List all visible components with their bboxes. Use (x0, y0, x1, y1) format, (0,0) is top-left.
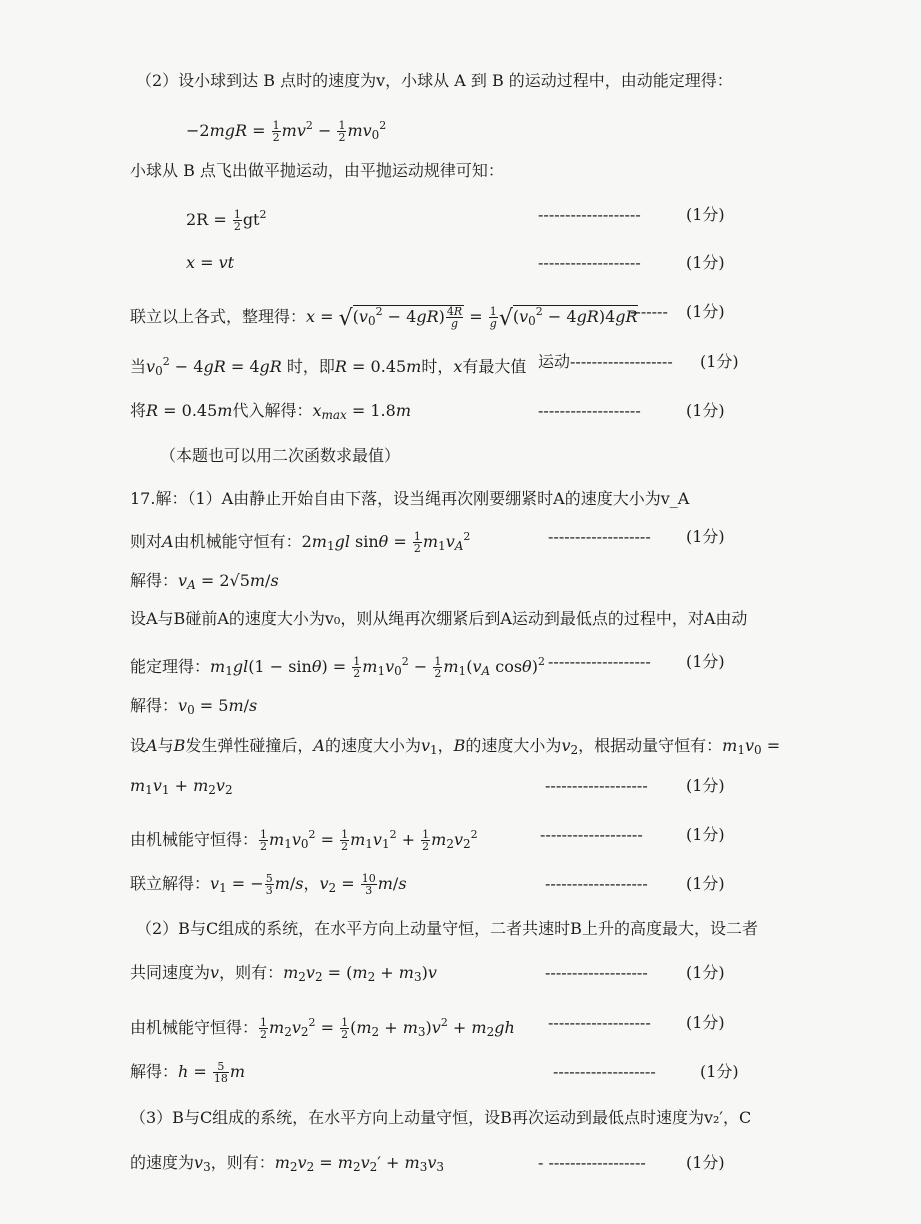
line-q17-intro (0, 484, 921, 514)
equation-horizontal-distance: x = vt ------------------- (1分) (0, 248, 921, 278)
leader-dashes: ------------------- (553, 1062, 656, 1081)
equation-momentum-conservation: m1v1 + m2v2 ------------------- (1分) (0, 771, 921, 801)
text-part2-bc-system: （2）B与C组成的系统，在水平方向上动量守恒，二者共速时B上升的高度最大，设二者 (136, 919, 758, 938)
line-part2-bc-system (0, 914, 921, 944)
leader-dashes: ------------------- (548, 527, 651, 546)
leader-dashes: ------- (630, 302, 668, 321)
leader-dashes: ------------------- (545, 776, 648, 795)
line-note-quadratic (0, 441, 921, 471)
score-label: (1分) (686, 963, 725, 982)
equation-energy-conservation-a: 则对A由机械能守恒有：2m1gl sinθ = $\frac{1}{2}$ $m1vA^2$ ------------------- (1分) (0, 522, 921, 552)
equation-momentum-lowest-point: 的速度为v3，则有：m2v2 = m2v2′ + m3v3 - ------------------ (1分) (0, 1148, 921, 1178)
equation-max-result: 将R = 0.45m代入解得：xmax = 1.8m ------------------- (1分) (0, 396, 921, 426)
equation-energy-height: 由机械能守恒得： $\frac{1}{2}$ $m2v2^2$ = $\frac{1}{2}$ $(m2 + m3)v^2 + m2gh$ ------------------- (1分) (0, 1008, 921, 1038)
leader-dashes: ------------------- (548, 652, 651, 671)
text-q17-intro: 17.解：（1）A由静止开始自由下落，设当绳再次刚要绷紧时A的速度大小为v_A (130, 489, 690, 508)
text-part2-intro: （2）设小球到达 B 点时的速度为v，小球从 A 到 B 的运动过程中，由动能定理得： (136, 71, 733, 90)
score-label: (1分) (686, 253, 725, 272)
text-note-quadratic: （本题也可以用二次函数求最值） (160, 446, 401, 465)
text-collision-setup: 设A与B碰前A的速度大小为v₀，则从绳再次绷紧后到A运动到最低点的过程中，对A由动 (130, 609, 748, 628)
score-label: (1分) (686, 874, 725, 893)
score-label: (1分) (686, 302, 725, 321)
text-part3-bc-system: （3）B与C组成的系统，在水平方向上动量守恒，设B再次运动到最低点时速度为v₂′，C (130, 1108, 752, 1127)
score-label: (1分) (686, 1153, 725, 1172)
equation-kinetic-energy: −2mgR = $\frac{1}{2}$ $mv^2$ − $\frac{1}{2}$ $mv0^2$ (186, 119, 387, 144)
score-label: (1分) (686, 1013, 725, 1032)
score-label: (1分) (686, 527, 725, 546)
equation-max-condition: 当$v0^2 - 4gR = 4gR$ 时，即R = 0.45m时，x有最大值 运动------------------- (1分) (0, 347, 921, 377)
line-elastic-collision: 设A与B发生弹性碰撞后，A的速度大小为v1，B的速度大小为v2，根据动量守恒有：m1v0 = (130, 736, 781, 757)
line-part2-intro (0, 66, 921, 96)
leader-dashes: ------------------- (538, 253, 641, 272)
leader-dashes: ------------------- (538, 205, 641, 224)
equation-work-energy-a: 能定理得：m1gl(1 − sinθ) = $\frac{1}{2}$ $m1v0^2$ − $\frac{1}{2}$ m1(vA cosθ)$^2$ ------------------- (1分) (0, 647, 921, 677)
equation-v1-v2-result: 联立解得：v1 = − $\frac{5}{3}$ m/s，v2 = $\frac{10}{3}$ m/s ------------------- (1分) (0, 869, 921, 899)
line-collision-setup (0, 604, 921, 634)
score-label: (1分) (686, 825, 725, 844)
leader-dashes: ------------------- (545, 963, 648, 982)
equation-combined-x: 联立以上各式，整理得：$x = √(v0^2 - 4gR)$ $\frac{4R}{g}$ = $\frac{1}{g}$ $√(v0^2 - 4gR)4gR$ ------- (1分) (0, 297, 921, 327)
equation-common-velocity: 共同速度为v，则有：m2v2 = (m2 + m3)v ------------------- (1分) (0, 958, 921, 988)
score-label: (1分) (686, 205, 725, 224)
line-part3-bc-system (0, 1103, 921, 1133)
score-label: (1分) (686, 401, 725, 420)
leader-dashes: ------------------- (545, 874, 648, 893)
equation-height-result: 解得：h = $\frac{5}{18}$ m ------------------- (1分) (0, 1057, 921, 1087)
score-label: (1分) (700, 1062, 739, 1081)
equation-fall-height: 2R = $\frac{1}{2}$ $gt^2$ ------------------- (1分) (0, 200, 921, 230)
line-projectile-intro (0, 156, 921, 186)
equation-va-result: 解得：vA = 2√5m/s (130, 571, 279, 592)
score-label: (1分) (686, 652, 725, 671)
leader-dashes: ------------------- (548, 1013, 651, 1032)
score-label: (1分) (700, 352, 739, 371)
leader-dashes: - ------------------ (538, 1153, 646, 1172)
leader-dashes: ------------------- (538, 401, 641, 420)
score-label: (1分) (686, 776, 725, 795)
text-projectile-intro: 小球从 B 点飞出做平抛运动，由平抛运动规律可知： (130, 161, 504, 180)
leader-dashes: ------------------- (540, 825, 643, 844)
equation-v0-result: 解得：v0 = 5m/s (130, 696, 258, 717)
equation-energy-conservation-collision: 由机械能守恒得： $\frac{1}{2}$ $m1v0^2$ = $\frac{1}{2}$ $m1v1^2$ + $\frac{1}{2}$ $m2v2^2$ ------------------- (1分) (0, 820, 921, 850)
